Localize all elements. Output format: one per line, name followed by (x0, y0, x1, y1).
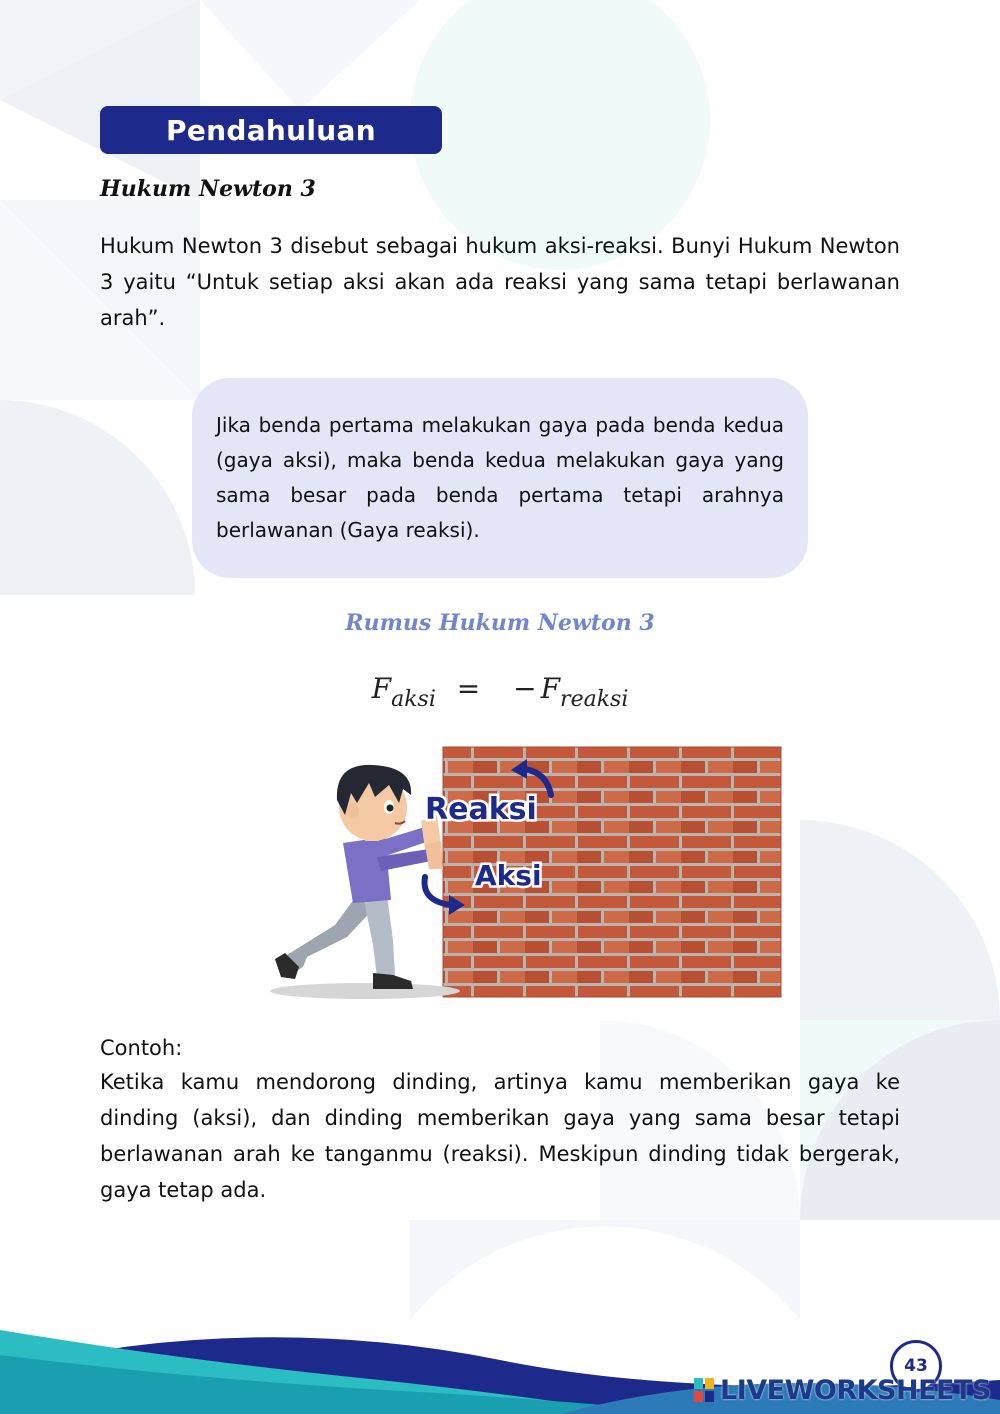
formula-equals: = (456, 672, 481, 705)
definition-callout (192, 378, 808, 578)
liveworksheets-logo-icon (694, 1378, 714, 1402)
formula-rhs-sub: reaksi (560, 687, 629, 712)
formula-title: Rumus Hukum Newton 3 (345, 610, 655, 636)
watermark-text: LIVEWORKSHEETS (720, 1374, 991, 1406)
formula-minus: − (513, 672, 537, 705)
formula-lhs-sub: aksi (391, 687, 436, 712)
page-number: 43 (890, 1340, 942, 1392)
formula-lhs-symbol: F (371, 672, 392, 705)
subheading: Hukum Newton 3 (100, 176, 316, 202)
example-paragraph: Ketika kamu mendorong dinding, artinya kamu memberikan gaya ke dinding (aksi), dan dinding memberikan gaya yang sama besar tetapi berlawanan arah ke tanganmu (reaksi). Meskipun dinding tidak bergerak, gaya tetap ada. (100, 1070, 900, 1202)
formula (0, 672, 1000, 712)
label-reaction: Reaksi (425, 792, 537, 827)
liveworksheets-watermark (694, 1372, 991, 1408)
section-title-badge (100, 106, 442, 154)
label-action: Aksi (475, 859, 542, 892)
intro-paragraph: Hukum Newton 3 disebut sebagai hukum aksi-reaksi. Bunyi Hukum Newton 3 yaitu “Untuk setiap aksi akan ada reaksi yang sama tetapi berlawanan arah”. (100, 234, 900, 330)
example-label: Contoh: (100, 1036, 183, 1060)
callout-text: Jika benda pertama melakukan gaya pada benda kedua (gaya aksi), maka benda kedua melakukan gaya yang sama besar pada benda pertama tetapi arahnya berlawanan (Gaya reaksi). (216, 413, 784, 542)
formula-rhs-symbol: F (540, 672, 561, 705)
section-title: Pendahuluan (166, 113, 376, 147)
boy-pushing-wall-illustration (265, 745, 785, 1005)
